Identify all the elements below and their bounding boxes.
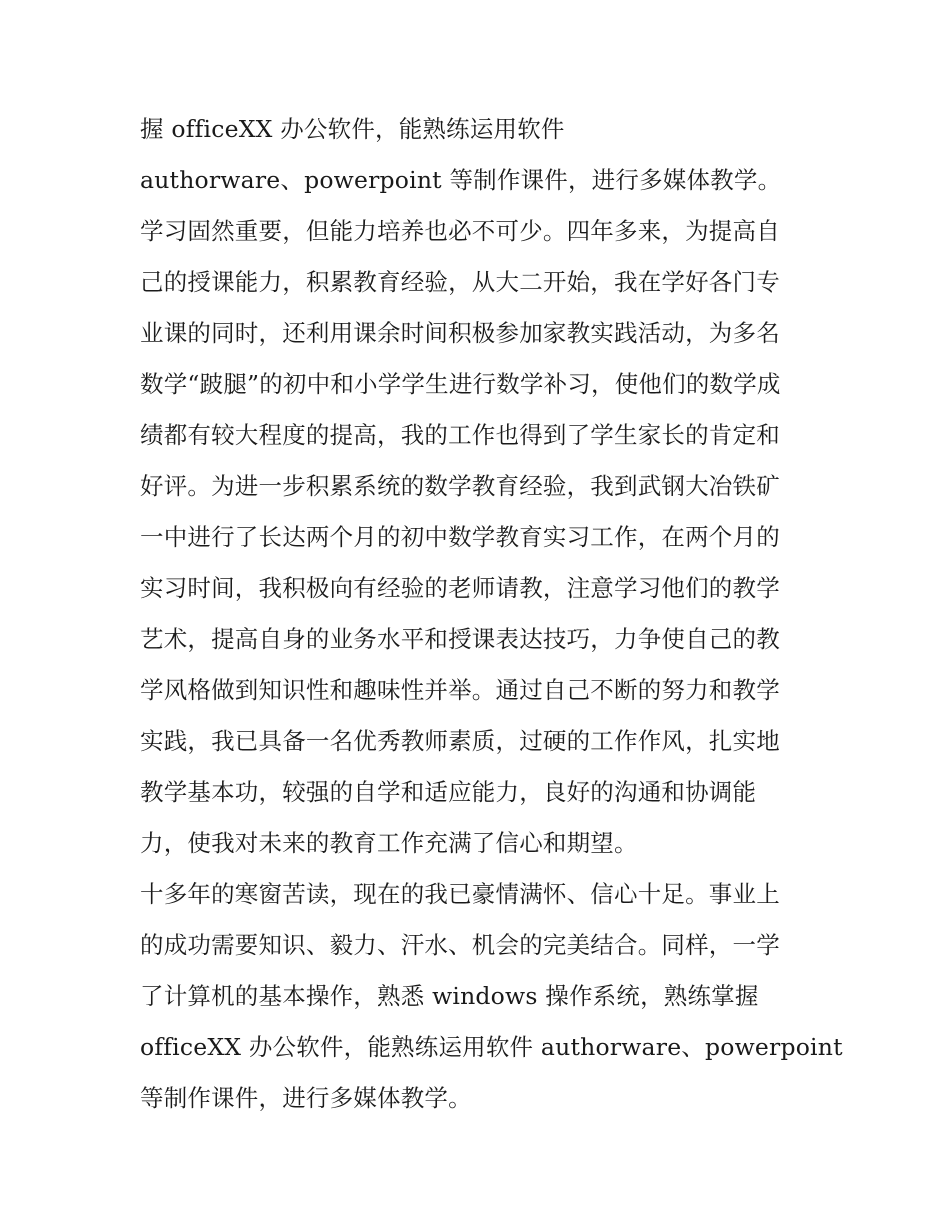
text-line: 艺术，提高自身的业务水平和授课表达技巧，力争使自己的教 — [140, 625, 780, 653]
text-line: 好评。为进一步积累系统的数学教育经验，我到武钢大冶铁矿 — [140, 472, 780, 500]
text-line: 的成功需要知识、毅力、汗水、机会的完美结合。同样，一学 — [140, 931, 780, 959]
text-line: 绩都有较大程度的提高，我的工作也得到了学生家长的肯定和 — [140, 421, 780, 449]
text-line: 学风格做到知识性和趣味性并举。通过自己不断的努力和教学 — [140, 676, 780, 704]
text-line: 学习固然重要，但能力培养也必不可少。四年多来，为提高自 — [140, 217, 780, 245]
text-line: officeXX 办公软件，能熟练运用软件 authorware、powerpoint — [140, 1033, 843, 1061]
text-line: 教学基本功，较强的自学和适应能力，良好的沟通和协调能 — [140, 778, 757, 806]
text-line: authorware、powerpoint 等制作课件，进行多媒体教学。 — [140, 166, 782, 194]
text-line: 数学“跛腿”的初中和小学学生进行数学补习，使他们的数学成 — [140, 370, 781, 398]
text-line: 业课的同时，还利用课余时间积极参加家教实践活动，为多名 — [140, 319, 780, 347]
text-line: 等制作课件，进行多媒体教学。 — [140, 1084, 472, 1112]
text-line: 力，使我对未来的教育工作充满了信心和期望。 — [140, 829, 638, 857]
document-body — [140, 104, 843, 1124]
text-line: 实践，我已具备一名优秀教师素质，过硬的工作作风，扎实地 — [140, 727, 780, 755]
text-line: 了计算机的基本操作，熟悉 windows 操作系统，熟练掌握 — [140, 982, 759, 1010]
text-line: 实习时间，我积极向有经验的老师请教，注意学习他们的教学 — [140, 574, 780, 602]
text-line: 握 officeXX 办公软件，能熟练运用软件 — [140, 115, 565, 143]
text-line: 己的授课能力，积累教育经验，从大二开始，我在学好各门专 — [140, 268, 780, 296]
text-line: 十多年的寒窗苦读，现在的我已豪情满怀、信心十足。事业上 — [140, 880, 780, 908]
text-line: 一中进行了长达两个月的初中数学教育实习工作，在两个月的 — [140, 523, 780, 551]
